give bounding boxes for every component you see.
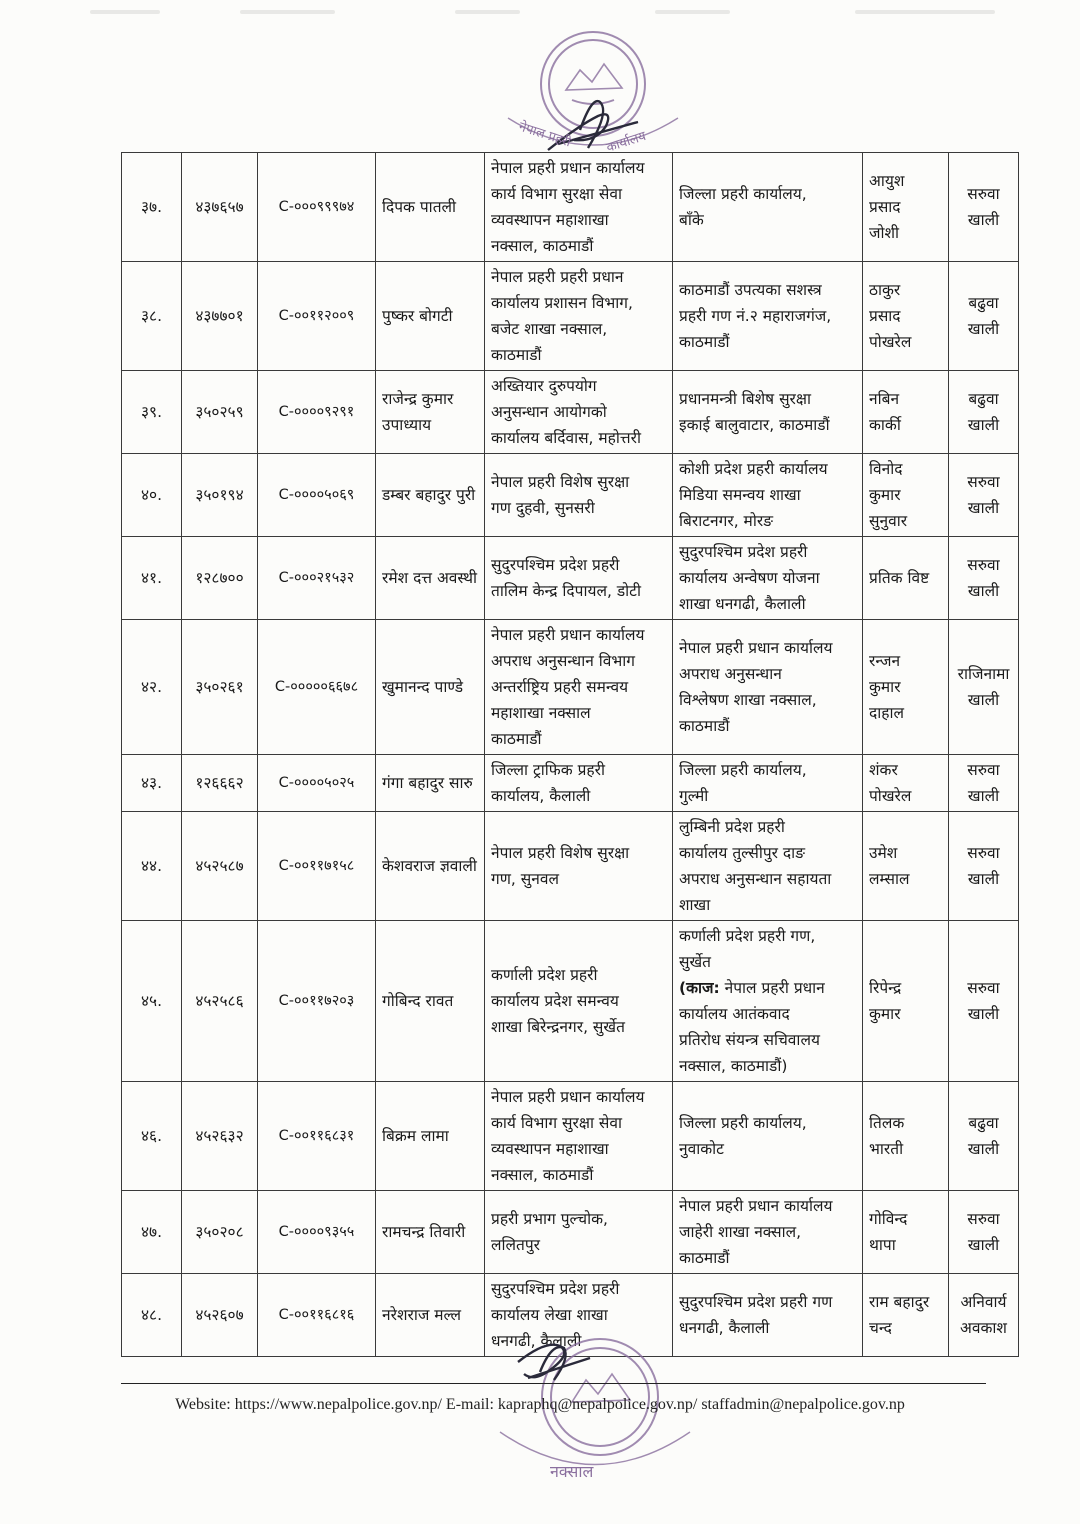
- employee-code: C-००११७१५८: [258, 812, 376, 921]
- officer-name: डम्बर बहादुर पुरी: [376, 454, 485, 537]
- transfer-office-line: कोशी प्रदेश प्रहरी कार्यालय: [679, 460, 828, 478]
- transfer-office-line: नेपाल प्रहरी प्रधान कार्यालय: [679, 1197, 833, 1215]
- police-number: ३५०२५९: [182, 371, 258, 454]
- scan-artifact: [855, 10, 995, 14]
- police-number: ४३७६५७: [182, 153, 258, 262]
- employee-code: C-०००९९९७४: [258, 153, 376, 262]
- serial-number: ३९.: [122, 371, 182, 454]
- current-office: [485, 454, 673, 537]
- employee-code: C-०००००६६७८: [258, 620, 376, 755]
- police-number: ४५२६३२: [182, 1082, 258, 1191]
- transfer-office-line: नुवाकोट: [679, 1140, 724, 1158]
- police-number: ३५०२६१: [182, 620, 258, 755]
- replacement-name-line: उमेश: [869, 844, 898, 862]
- replacement-name-line: लम्साल: [869, 870, 910, 888]
- remark: [949, 921, 1019, 1082]
- remark-line: खाली: [967, 416, 1000, 434]
- replacement-name-line: दाहाल: [869, 704, 904, 722]
- remark: [949, 262, 1019, 371]
- remark-line: खाली: [967, 787, 1000, 805]
- table-row: [122, 262, 1019, 371]
- table-row: [122, 1191, 1019, 1274]
- current-office-line: नेपाल प्रहरी विशेष सुरक्षा: [491, 473, 630, 491]
- police-number: ४३७७०१: [182, 262, 258, 371]
- police-number: ४५२५८७: [182, 812, 258, 921]
- officer-name: दिपक पातली: [376, 153, 485, 262]
- transfer-office-line: शाखा धनगढी, कैलाली: [679, 595, 806, 613]
- scan-artifact: [455, 10, 520, 14]
- serial-number: ३७.: [122, 153, 182, 262]
- current-office-line: शाखा बिरेन्द्रनगर, सुर्खेत: [491, 1018, 625, 1036]
- replacement-name-line: प्रसाद: [869, 307, 901, 325]
- replacement-name-line: पोखरेल: [869, 333, 912, 351]
- serial-number: ४१.: [122, 537, 182, 620]
- svg-text:नेपाल प्रहरी: नेपाल प्रहरी: [516, 119, 573, 151]
- transfer-office-line: कर्णाली प्रदेश प्रहरी गण,: [679, 927, 816, 945]
- current-office-line: काठमाडौं: [491, 730, 542, 748]
- current-office-line: नेपाल प्रहरी विशेष सुरक्षा: [491, 844, 630, 862]
- current-office: [485, 620, 673, 755]
- serial-number: ४६.: [122, 1082, 182, 1191]
- replacement-name-line: कार्की: [869, 416, 901, 434]
- current-office-line: अख्तियार दुरुपयोग: [491, 377, 597, 395]
- transfer-list-table: [121, 152, 1019, 1357]
- employee-code: C-००११६८१६: [258, 1274, 376, 1357]
- replacement-name: [863, 755, 949, 812]
- serial-number: ४३.: [122, 755, 182, 812]
- transfer-office-line: शाखा: [679, 896, 711, 914]
- transfer-office-line: बाँके: [679, 211, 704, 229]
- current-office: [485, 812, 673, 921]
- transfer-office-line: इकाई बालुवाटार, काठमाडौं: [679, 416, 830, 434]
- transfer-office: [673, 1191, 863, 1274]
- remark-line: खाली: [967, 582, 1000, 600]
- remark-line: राजिनामा: [957, 665, 1010, 683]
- remark-line: बढुवा: [968, 294, 999, 312]
- replacement-name: [863, 153, 949, 262]
- employee-code: C-००००५०२५: [258, 755, 376, 812]
- current-office-line: नक्साल, काठमाडौं: [491, 1166, 594, 1184]
- remark-line: खाली: [967, 320, 1000, 338]
- transfer-office-line: जिल्ला प्रहरी कार्यालय,: [679, 185, 807, 203]
- current-office-line: कार्यालय लेखा शाखा: [491, 1306, 608, 1324]
- remark-line: सरुवा: [967, 761, 1000, 779]
- current-office-line: नेपाल प्रहरी प्रधान कार्यालय: [491, 626, 645, 644]
- transfer-office: [673, 620, 863, 755]
- replacement-name-line: कुमार: [869, 486, 901, 504]
- current-office-line: कर्णाली प्रदेश प्रहरी: [491, 966, 598, 984]
- remark: [949, 755, 1019, 812]
- transfer-office: [673, 755, 863, 812]
- serial-number: ३८.: [122, 262, 182, 371]
- current-office-line: काठमाडौं: [491, 346, 542, 364]
- table-body: [122, 153, 1019, 1357]
- serial-number: ४७.: [122, 1191, 182, 1274]
- current-office-line: कार्यालय प्रदेश समन्वय: [491, 992, 619, 1010]
- transfer-office-line: प्रधानमन्त्री बिशेष सुरक्षा: [679, 390, 812, 408]
- replacement-name-line: रन्जन: [869, 652, 901, 670]
- svg-text:नक्साल: नक्साल: [550, 1462, 594, 1481]
- current-office: [485, 755, 673, 812]
- replacement-name-line: विनोद: [869, 460, 903, 478]
- current-office-line: धनगढी, कैलाली: [491, 1332, 582, 1350]
- table-row: [122, 537, 1019, 620]
- transfer-office-line: सुदुरपश्चिम प्रदेश प्रहरी गण: [679, 1293, 833, 1311]
- svg-text:कार्यालय: कार्यालय: [604, 128, 648, 156]
- current-office-line: नक्साल, काठमाडौं: [491, 237, 594, 255]
- current-office: [485, 1191, 673, 1274]
- remark-line: सरुवा: [967, 556, 1000, 574]
- scan-artifact: [655, 10, 730, 14]
- officer-name: रमेश दत्त अवस्थी: [376, 537, 485, 620]
- remark-line: खाली: [967, 211, 1000, 229]
- table-row: [122, 454, 1019, 537]
- transfer-office: [673, 1082, 863, 1191]
- transfer-office-line: मिडिया समन्वय शाखा: [679, 486, 801, 504]
- table-row: [122, 755, 1019, 812]
- officer-name: रामचन्द्र तिवारी: [376, 1191, 485, 1274]
- remark-line: खाली: [967, 870, 1000, 888]
- employee-code: C-००००९३५५: [258, 1191, 376, 1274]
- current-office: [485, 1082, 673, 1191]
- current-office-line: अनुसन्धान आयोगको: [491, 403, 607, 421]
- current-office-line: कार्य विभाग सुरक्षा सेवा: [491, 1114, 623, 1132]
- remark-line: सरुवा: [967, 1210, 1000, 1228]
- police-number: ४५२५८६: [182, 921, 258, 1082]
- current-office-line: गण दुहवी, सुनसरी: [491, 499, 595, 517]
- officer-name: केशवराज ज्ञवाली: [376, 812, 485, 921]
- replacement-name-line: प्रतिक विष्ट: [869, 569, 930, 587]
- current-office-line: प्रहरी प्रभाग पुल्चोक,: [491, 1210, 608, 1228]
- transfer-office-line: गुल्मी: [679, 787, 709, 805]
- remark: [949, 1274, 1019, 1357]
- remark: [949, 812, 1019, 921]
- transfer-office: [673, 262, 863, 371]
- scan-artifact: [90, 10, 160, 14]
- current-office-line: अपराध अनुसन्धान विभाग: [491, 652, 636, 670]
- transfer-office-line: कार्यालय तुल्सीपुर दाङ: [679, 844, 806, 862]
- police-number: ४५२६०७: [182, 1274, 258, 1357]
- serial-number: ४५.: [122, 921, 182, 1082]
- transfer-office-line: अपराध अनुसन्धान सहायता: [679, 870, 832, 888]
- kaj-line: [679, 975, 856, 1001]
- footer-divider: [121, 1383, 986, 1384]
- table-row: [122, 371, 1019, 454]
- officer-name: बिक्रम लामा: [376, 1082, 485, 1191]
- scan-artifact: [240, 10, 335, 14]
- employee-code: C-००००५०६९: [258, 454, 376, 537]
- officer-name: गंगा बहादुर सारु: [376, 755, 485, 812]
- replacement-name: [863, 262, 949, 371]
- remark: [949, 1082, 1019, 1191]
- current-office-line: तालिम केन्द्र दिपायल, डोटी: [491, 582, 641, 600]
- transfer-office: [673, 537, 863, 620]
- current-office-line: नेपाल प्रहरी प्रधान कार्यालय: [491, 159, 645, 177]
- remark-line: सरुवा: [967, 185, 1000, 203]
- replacement-name-line: थापा: [869, 1236, 896, 1254]
- remark-line: खाली: [967, 1005, 1000, 1023]
- transfer-office-line: काठमाडौं उपत्यका सशस्त्र: [679, 281, 822, 299]
- remark-line: सरुवा: [967, 473, 1000, 491]
- replacement-name-line: कुमार: [869, 678, 901, 696]
- replacement-name-line: नबिन: [869, 390, 900, 408]
- transfer-office-line: जाहेरी शाखा नक्साल,: [679, 1223, 802, 1241]
- officer-name: गोबिन्द रावत: [376, 921, 485, 1082]
- seal-stamp-icon: [488, 22, 698, 172]
- replacement-name-line: ठाकुर: [869, 281, 901, 299]
- employee-code: C-०००२१५३२: [258, 537, 376, 620]
- kaj-line: कार्यालय आतंकवाद: [679, 1005, 790, 1023]
- current-office-line: ललितपुर: [491, 1236, 541, 1254]
- transfer-office-line: लुम्बिनी प्रदेश प्रहरी: [679, 818, 785, 836]
- current-office-line: नेपाल प्रहरी प्रधान कार्यालय: [491, 1088, 645, 1106]
- current-office: [485, 537, 673, 620]
- transfer-office-line: अपराध अनुसन्धान: [679, 665, 782, 683]
- police-number: ३५०२०८: [182, 1191, 258, 1274]
- transfer-office-line: काठमाडौं: [679, 333, 730, 351]
- police-number: १२६६६२: [182, 755, 258, 812]
- kaj-text: नेपाल प्रहरी प्रधान: [719, 979, 825, 997]
- replacement-name: [863, 1274, 949, 1357]
- officer-name: राजेन्द्र कुमार उपाध्याय: [376, 371, 485, 454]
- replacement-name-line: प्रसाद: [869, 198, 901, 216]
- remark-line: खाली: [967, 1236, 1000, 1254]
- current-office-line: कार्यालय प्रशासन विभाग,: [491, 294, 633, 312]
- replacement-name-line: रिपेन्द्र: [869, 979, 902, 997]
- current-office: [485, 921, 673, 1082]
- current-office: [485, 153, 673, 262]
- remark: [949, 371, 1019, 454]
- replacement-name: [863, 371, 949, 454]
- replacement-name: [863, 454, 949, 537]
- transfer-office-line: काठमाडौं: [679, 717, 730, 735]
- transfer-office-line: नेपाल प्रहरी प्रधान कार्यालय: [679, 639, 833, 657]
- current-office-line: कार्य विभाग सुरक्षा सेवा: [491, 185, 623, 203]
- current-office-line: सुदुरपश्चिम प्रदेश प्रहरी: [491, 1280, 620, 1298]
- current-office-line: अन्तर्राष्ट्रिय प्रहरी समन्वय: [491, 678, 629, 696]
- remark: [949, 153, 1019, 262]
- current-office-line: व्यवस्थापन महाशाखा: [491, 211, 609, 229]
- serial-number: ४४.: [122, 812, 182, 921]
- transfer-office-line: विश्लेषण शाखा नक्साल,: [679, 691, 817, 709]
- kaj-line: प्रतिरोध संयन्त्र सचिवालय: [679, 1031, 820, 1049]
- police-number: ३५०१९४: [182, 454, 258, 537]
- current-office-line: जिल्ला ट्राफिक प्रहरी: [491, 761, 605, 779]
- current-office-line: नेपाल प्रहरी प्रहरी प्रधान: [491, 268, 624, 286]
- table-row: [122, 153, 1019, 262]
- replacement-name-line: जोशी: [869, 224, 900, 242]
- remark-line: खाली: [967, 1140, 1000, 1158]
- table-row: [122, 921, 1019, 1082]
- transfer-office: [673, 921, 863, 1082]
- replacement-name-line: आयुश: [869, 172, 905, 190]
- remark-line: सरुवा: [967, 844, 1000, 862]
- replacement-name: [863, 620, 949, 755]
- remark-line: अवकाश: [960, 1319, 1007, 1337]
- remark-line: खाली: [967, 691, 1000, 709]
- replacement-name-line: भारती: [869, 1140, 904, 1158]
- remark-line: बढुवा: [968, 390, 999, 408]
- current-office-line: कार्यालय बर्दिवास, महोत्तरी: [491, 429, 641, 447]
- officer-name: खुमानन्द पाण्डे: [376, 620, 485, 755]
- replacement-name: [863, 921, 949, 1082]
- replacement-name: [863, 1191, 949, 1274]
- official-seal-top: [488, 22, 698, 172]
- serial-number: ४०.: [122, 454, 182, 537]
- current-office: [485, 262, 673, 371]
- transfer-office-line: धनगढी, कैलाली: [679, 1319, 770, 1337]
- table-row: [122, 812, 1019, 921]
- replacement-name-line: पोखरेल: [869, 787, 912, 805]
- table-row: [122, 1082, 1019, 1191]
- serial-number: ४२.: [122, 620, 182, 755]
- current-office-line: व्यवस्थापन महाशाखा: [491, 1140, 609, 1158]
- officer-name: नरेशराज मल्ल: [376, 1274, 485, 1357]
- employee-code: C-००११२००९: [258, 262, 376, 371]
- replacement-name-line: सुनुवार: [869, 512, 908, 530]
- table-row: [122, 620, 1019, 755]
- replacement-name: [863, 812, 949, 921]
- replacement-name-line: चन्द: [869, 1319, 892, 1337]
- police-number: १२८७००: [182, 537, 258, 620]
- kaj-label: (काज:: [679, 979, 720, 997]
- transfer-office-line: जिल्ला प्रहरी कार्यालय,: [679, 1114, 807, 1132]
- replacement-name: [863, 537, 949, 620]
- transfer-office-line: सुर्खेत: [679, 953, 711, 971]
- current-office: [485, 371, 673, 454]
- employee-code: C-००११७२०३: [258, 921, 376, 1082]
- transfer-office-line: कार्यालय अन्वेषण योजना: [679, 569, 820, 587]
- transfer-office: [673, 812, 863, 921]
- transfer-office: [673, 454, 863, 537]
- footer-contact: Website: https://www.nepalpolice.gov.np/ E-mail: kapraphq@nepalpolice.gov.np/ staffadmin@nepalpolice.gov.np: [175, 1396, 905, 1413]
- replacement-name-line: कुमार: [869, 1005, 901, 1023]
- replacement-name-line: शंकर: [869, 761, 898, 779]
- kaj-line: नक्साल, काठमाडौं): [679, 1057, 788, 1075]
- remark-line: अनिवार्य: [960, 1293, 1007, 1311]
- transfer-office: [673, 153, 863, 262]
- employee-code: C-००००९२९१: [258, 371, 376, 454]
- transfer-office-line: सुदुरपश्चिम प्रदेश प्रहरी: [679, 543, 808, 561]
- transfer-office-line: प्रहरी गण नं.२ महाराजगंज,: [679, 307, 832, 325]
- officer-name: पुष्कर बोगटी: [376, 262, 485, 371]
- remark: [949, 1191, 1019, 1274]
- remark-line: सरुवा: [967, 979, 1000, 997]
- current-office-line: सुदुरपश्चिम प्रदेश प्रहरी: [491, 556, 620, 574]
- remark: [949, 537, 1019, 620]
- replacement-name-line: गोविन्द: [869, 1210, 908, 1228]
- current-office-line: बजेट शाखा नक्साल,: [491, 320, 608, 338]
- transfer-office-line: काठमाडौं: [679, 1249, 730, 1267]
- remark: [949, 454, 1019, 537]
- remark-line: बढुवा: [968, 1114, 999, 1132]
- replacement-name-line: तिलक: [869, 1114, 905, 1132]
- transfer-office-line: बिराटनगर, मोरङ: [679, 512, 774, 530]
- current-office-line: महाशाखा नक्साल: [491, 704, 591, 722]
- current-office-line: गण, सुनवल: [491, 870, 559, 888]
- current-office-line: कार्यालय, कैलाली: [491, 787, 591, 805]
- transfer-office: [673, 371, 863, 454]
- replacement-name-line: राम बहादुर: [869, 1293, 930, 1311]
- remark: [949, 620, 1019, 755]
- serial-number: ४८.: [122, 1274, 182, 1357]
- employee-code: C-००११६८३१: [258, 1082, 376, 1191]
- transfer-office-line: जिल्ला प्रहरी कार्यालय,: [679, 761, 807, 779]
- remark-line: खाली: [967, 499, 1000, 517]
- replacement-name: [863, 1082, 949, 1191]
